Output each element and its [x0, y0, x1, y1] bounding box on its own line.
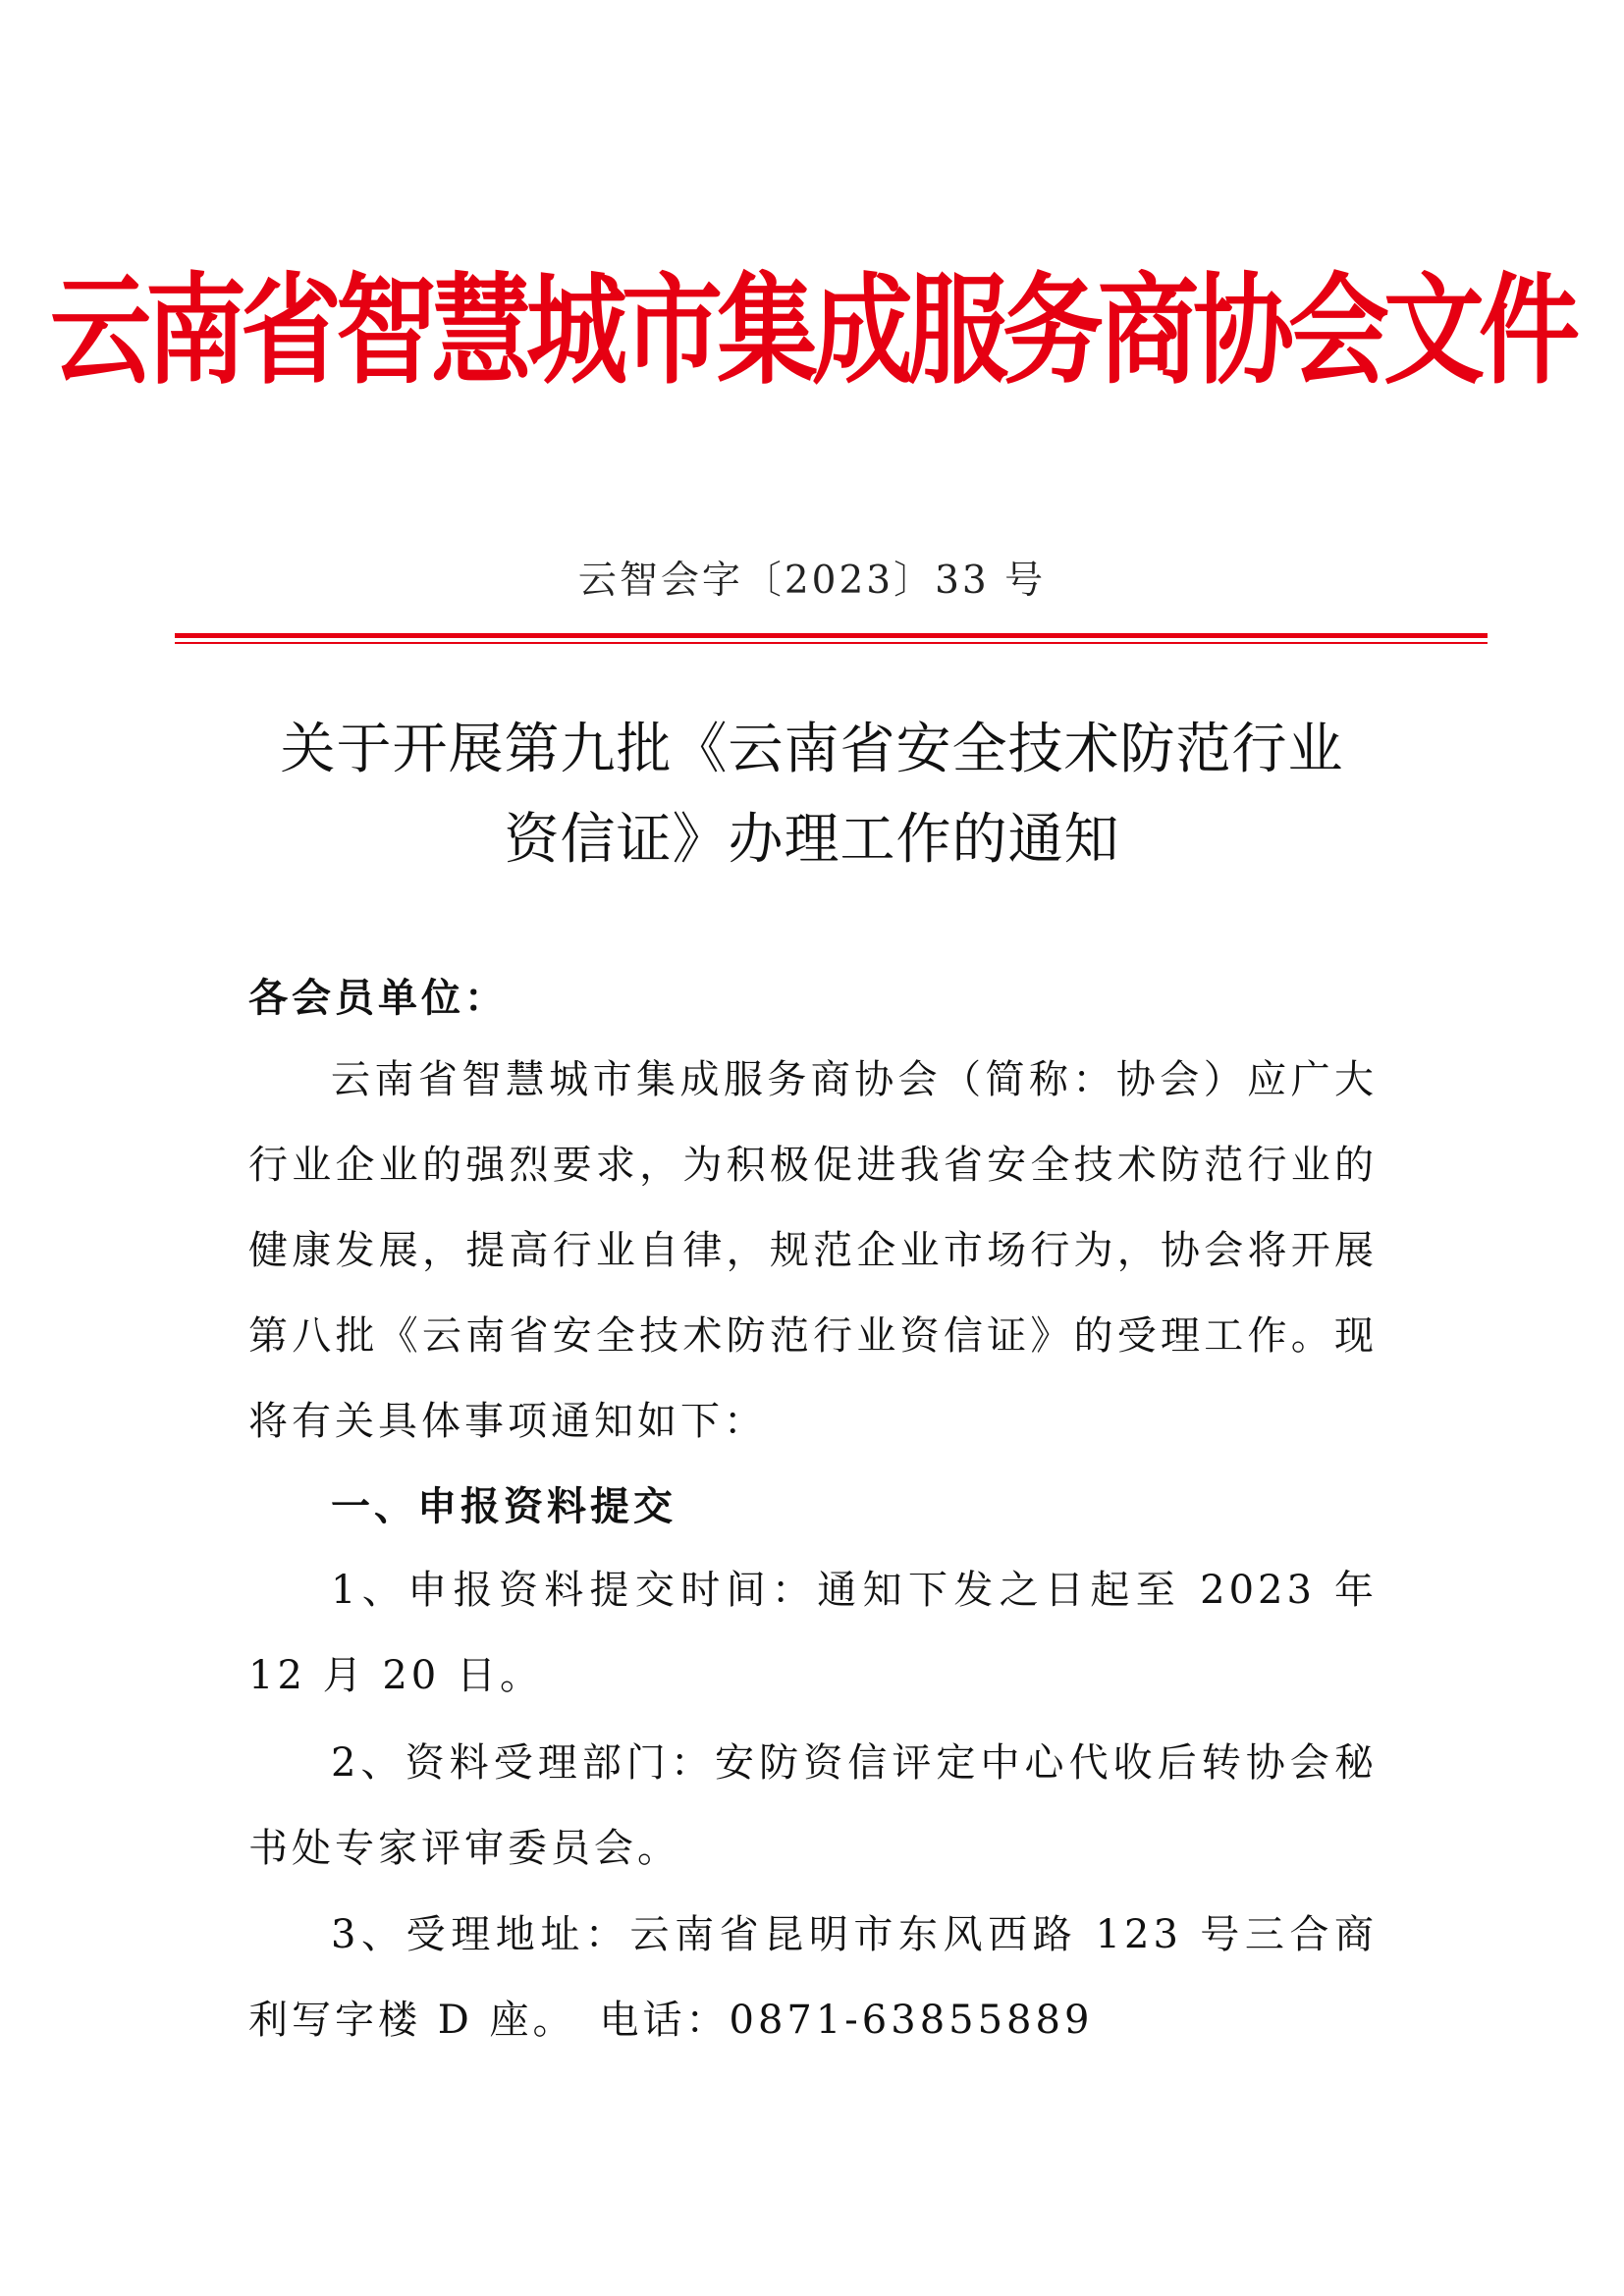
section-item-1: 1、申报资料提交时间：通知下发之日起至 2023 年 12 月 20 日。 [248, 1568, 1378, 1698]
section-item-3: 3、受理地址：云南省昆明市东风西路 123 号三合商利写字楼 D 座。 电话：0871-63855889 [248, 1912, 1378, 2043]
intro-paragraph: 云南省智慧城市集成服务商协会（简称：协会）应广大行业企业的强烈要求，为积极促进我省安全技术防范行业的健康发展，提高行业自律，规范企业市场行为，协会将开展第八批《云南省安全技术防范行业资信证》的受理工作。现将有关具体事项通知如下： [248, 1057, 1378, 1444]
red-divider-thick [175, 633, 1488, 638]
document-number: 云智会字〔2023〕33 号 [577, 559, 1047, 603]
notice-title [196, 705, 1428, 885]
salutation: 各会员单位： [248, 976, 508, 1021]
section-item-2: 2、资料受理部门：安防资信评定中心代收后转协会秘书处专家评审委员会。 [248, 1740, 1378, 1871]
red-divider-thin [175, 642, 1488, 644]
masthead-title: 云南省智慧城市集成服务商协会文件 [50, 261, 1574, 401]
notice-title-line-2: 资信证》办理工作的通知 [504, 808, 1120, 872]
section-heading-1: 一、申报资料提交 [331, 1484, 677, 1529]
notice-title-line-1: 关于开展第九批《云南省安全技术防范行业 [280, 718, 1344, 781]
